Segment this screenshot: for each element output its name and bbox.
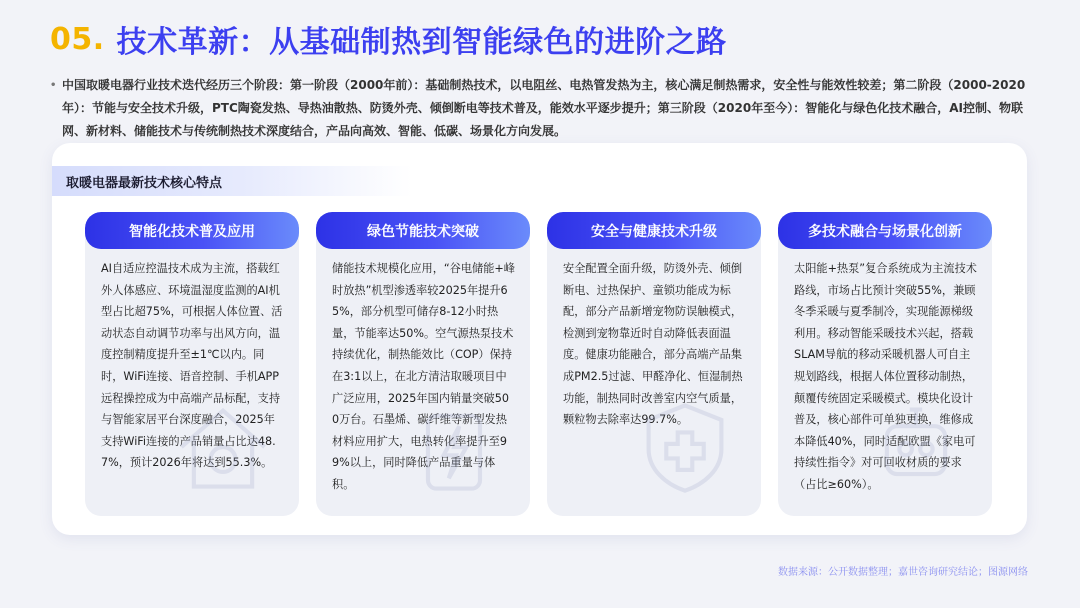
card-body: 太阳能+热泵”复合系统成为主流技术路线，市场占比预计突破55%，兼顾冬季采暖与夏季制冷，实现能源梯级利用。移动智能采暖技术兴起，搭载SLAM导航的移动采暖机器人可自主规划路线，根据人体位置移动制热，颠覆传统固定采暖模式。模块化设计普及，核心部件可单独更换，维修成本降低40%，同时适配欧盟《家电可持续性指令》对可回收材质的要求（占比≥60%）。 bbox=[794, 262, 977, 491]
card-body: 储能技术规模化应用，“谷电储能+峰时放热”机型渗透率较2025年提升65%，部分机型可储存8-12小时热量，节能率达50%。空气源热泵技术持续优化，制热能效比（COP）保持在3:1以上，在北方清洁取暖项目中广泛应用，2025年国内销量突破500万台。石墨烯、碳纤维等新型发热材料应用扩大，电热转化率提升至99%以上，同时降低产品重量与体积。 bbox=[332, 262, 515, 491]
feature-card-safety bbox=[547, 212, 761, 516]
intro-text: 中国取暖电器行业技术迭代经历三个阶段：第一阶段（2000年前）：基础制热技术，以电阻丝、电热管发热为主，核心满足制热需求，安全性与能效性较差；第二阶段（2000-2020年）：节能与安全技术升级，PTC陶瓷发热、导热油散热、防烫外壳、倾倒断电等技术普及，能效水平逐步提升；第三阶段（2020年至今）：智能化与绿色化技术融合，AI控制、物联网、新材料、储能技术与传统制热技术深度结合，产品向高效、智能、低碳、场景化方向发展。 bbox=[62, 78, 1026, 138]
feature-card-fusion bbox=[778, 212, 992, 516]
feature-card-green bbox=[316, 212, 530, 516]
features-panel bbox=[52, 143, 1027, 535]
feature-card-smart bbox=[85, 212, 299, 516]
energy-icon bbox=[402, 392, 506, 502]
smart-home-icon bbox=[171, 392, 275, 502]
bullet-icon: • bbox=[50, 80, 57, 91]
title-text: 技术革新：从基础制热到智能绿色的进阶之路 bbox=[116, 25, 727, 60]
card-body: AI自适应控温技术成为主流，搭载红外人体感应、环境温湿度监测的AI机型占比超75%，可根据人体位置、活动状态自动调节功率与出风方向，温度控制精度提升至±1℃以内。同时，WiFi连接、语音控制、手机APP远程操控成为中高端产品标配，支持与智能家居平台深度融合，2025年支持WiFi连接的产品销量占比达48.7%，预计2026年将达到55.3%。 bbox=[101, 262, 283, 470]
medical-cross-icon bbox=[633, 392, 737, 502]
data-source: 数据来源：公开数据整理；嘉世咨询研究结论；图源网络 bbox=[778, 567, 1028, 578]
section-number: 05. bbox=[50, 21, 105, 57]
page-title bbox=[50, 14, 727, 64]
card-title: 安全与健康技术升级 bbox=[547, 212, 761, 249]
card-title: 智能化技术普及应用 bbox=[85, 212, 299, 249]
card-title: 绿色节能技术突破 bbox=[316, 212, 530, 249]
intro-paragraph bbox=[50, 74, 1032, 143]
panel-label: 取暖电器最新技术核心特点 bbox=[52, 166, 412, 196]
robot-icon bbox=[864, 392, 968, 502]
card-body: 安全配置全面升级，防烫外壳、倾倒断电、过热保护、童锁功能成为标配，部分产品新增宠物防误触模式，检测到宠物靠近时自动降低表面温度。健康功能融合，部分高端产品集成PM2.5过滤、甲醛净化、恒湿制热功能，制热同时改善室内空气质量，颗粒物去除率达99.7%。 bbox=[563, 262, 743, 427]
card-title: 多技术融合与场景化创新 bbox=[778, 212, 992, 249]
